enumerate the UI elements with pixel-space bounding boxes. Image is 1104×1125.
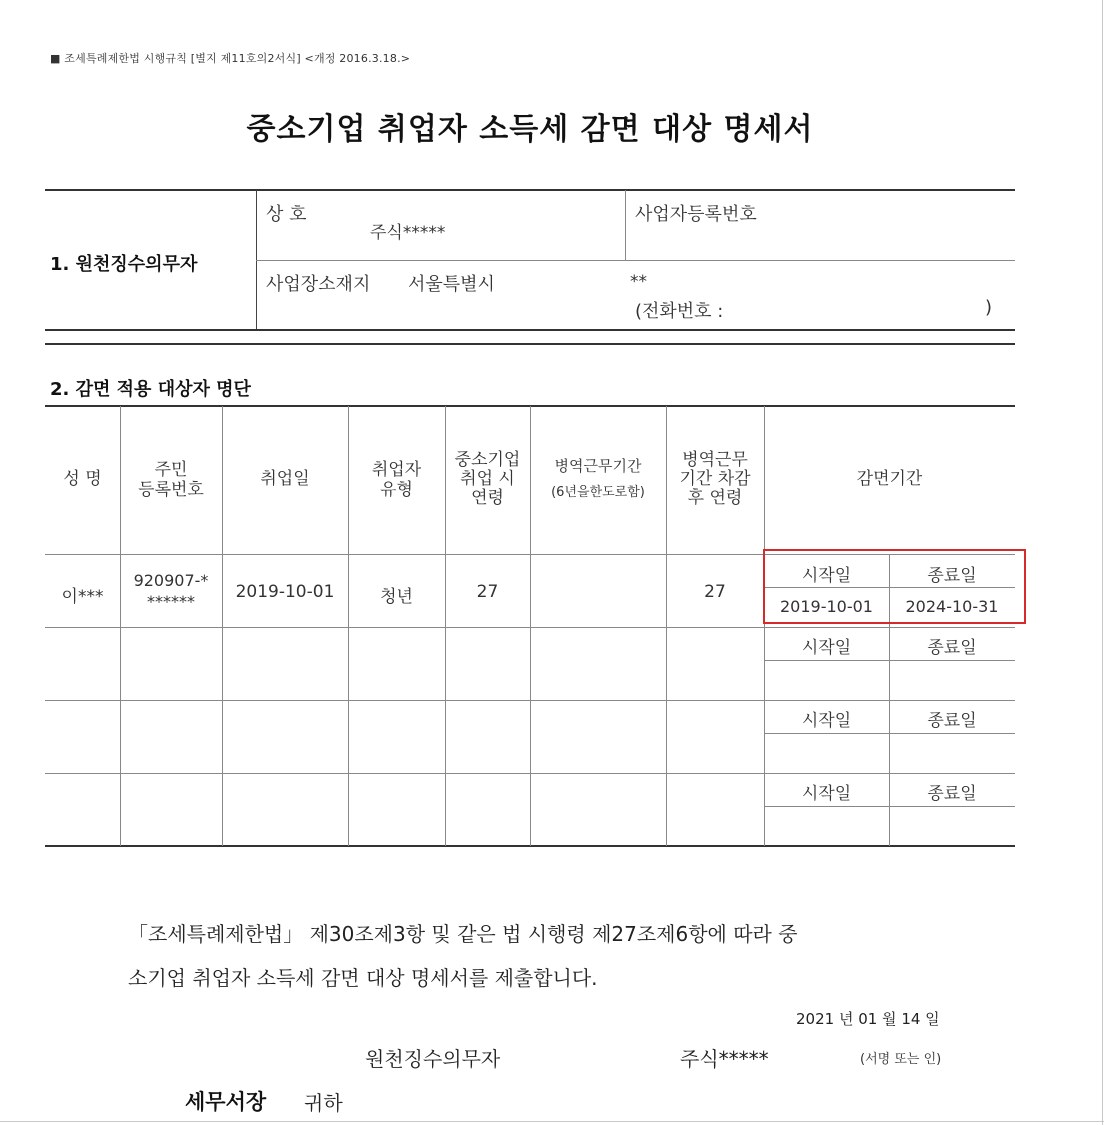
col-header-resident-no-2: 등록번호 bbox=[138, 480, 204, 500]
row-resident-no-2: ****** bbox=[147, 592, 195, 611]
company-value: 주식***** bbox=[370, 223, 446, 243]
col-header-after-age-3: 후 연령 bbox=[687, 488, 743, 508]
col-header-after-age-1: 병역근무 bbox=[682, 450, 748, 470]
col-header-age-1: 중소기업 bbox=[454, 450, 521, 470]
row4-end-label: 종료일 bbox=[927, 784, 977, 804]
page-edge-bottom bbox=[0, 1121, 1104, 1122]
section2-top-rule bbox=[45, 343, 1015, 345]
row2-start-label: 시작일 bbox=[801, 638, 852, 658]
address-value: 서울특별시 bbox=[408, 274, 495, 295]
row-end-label: 종료일 bbox=[927, 566, 977, 586]
row-type: 청년 bbox=[380, 587, 413, 607]
section1-mid-divider bbox=[625, 190, 626, 260]
declaration-date: 2021 년 01 월 14 일 bbox=[796, 1010, 940, 1028]
col-header-type-2: 유형 bbox=[380, 480, 413, 500]
address-label: 사업장소재지 bbox=[266, 274, 371, 295]
section1-top-rule bbox=[45, 189, 1015, 191]
section1-bottom-rule bbox=[45, 329, 1015, 331]
page-title: 중소기업 취업자 소득세 감면 대상 명세서 bbox=[246, 112, 814, 147]
row4-start-label: 시작일 bbox=[801, 784, 852, 804]
phone-label: (전화번호 : bbox=[635, 301, 724, 322]
row-end-date: 2024-10-31 bbox=[905, 597, 999, 616]
section1-heading: 1. 원천징수의무자 bbox=[50, 254, 198, 275]
col-header-after-age-2: 기간 차감 bbox=[679, 469, 751, 489]
address-masked: ** bbox=[630, 272, 647, 292]
col-header-age-3: 연령 bbox=[471, 488, 504, 508]
row-employment-date: 2019-10-01 bbox=[235, 582, 335, 602]
col-header-type-1: 취업자 bbox=[371, 460, 422, 480]
recipient-honorific: 귀하 bbox=[304, 1091, 343, 1115]
col-header-name: 성 명 bbox=[63, 469, 102, 489]
withholder-label: 원천징수의무자 bbox=[365, 1047, 501, 1071]
row3-start-label: 시작일 bbox=[801, 711, 852, 731]
signature-note: (서명 또는 인) bbox=[860, 1052, 942, 1067]
row-start-label: 시작일 bbox=[801, 566, 852, 586]
form-reference: ■ 조세특례제한법 시행규칙 [별지 제11호의2서식] <개정 2016.3.18.> bbox=[50, 52, 411, 65]
company-label: 상 호 bbox=[266, 204, 307, 225]
phone-close: ) bbox=[985, 297, 993, 318]
col-header-employment-date: 취업일 bbox=[260, 469, 310, 489]
section2-heading: 2. 감면 적용 대상자 명단 bbox=[50, 379, 251, 400]
row2-end-label: 종료일 bbox=[927, 638, 977, 658]
row-age: 27 bbox=[476, 582, 499, 602]
withholder-value: 주식***** bbox=[680, 1047, 769, 1071]
row3-end-label: 종료일 bbox=[927, 711, 977, 731]
row-name: 이*** bbox=[61, 587, 104, 607]
highlight-reduction-period bbox=[763, 549, 1026, 624]
page-edge-right bbox=[1102, 0, 1103, 1125]
row-start-date: 2019-10-01 bbox=[780, 597, 873, 616]
declaration-line-1: 「조세특례제한법」 제30조제3항 및 같은 법 시행령 제27조제6항에 따라 중 bbox=[128, 922, 798, 946]
col-header-reduction-period: 감면기간 bbox=[856, 469, 923, 489]
col-header-age-2: 취업 시 bbox=[460, 469, 515, 489]
section1-row-rule bbox=[256, 260, 1015, 261]
declaration-line-2: 소기업 취업자 소득세 감면 대상 명세서를 제출합니다. bbox=[128, 966, 598, 990]
row-after-age: 27 bbox=[704, 582, 726, 602]
biz-reg-label: 사업자등록번호 bbox=[635, 204, 757, 225]
col-header-resident-no-1: 주민 bbox=[154, 460, 188, 480]
col-header-military-1: 병역근무기간 bbox=[554, 457, 642, 475]
col-header-military-2: (6년을한도로함) bbox=[551, 485, 645, 500]
recipient-office: 세무서장 bbox=[185, 1090, 267, 1114]
row-resident-no-1: 920907-* bbox=[133, 571, 209, 590]
